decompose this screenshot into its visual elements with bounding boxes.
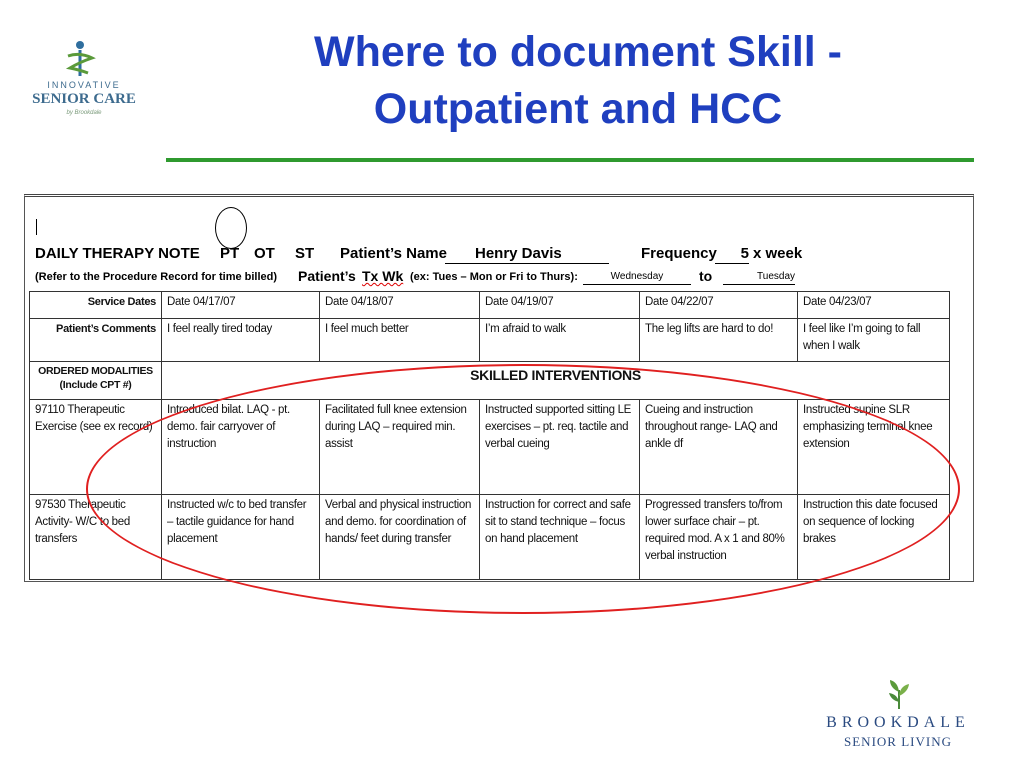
brookdale-wordmark: BROOKDALE — [826, 714, 970, 731]
intervention-cell: Instructed supported sitting LE exercises – pt. req. tactile and verbal cueing — [480, 400, 640, 495]
tx-week-label-2: Tx Wk — [362, 268, 404, 284]
intervention-cell: Introduced bilat. LAQ - pt. demo. fair carryover of instruction — [162, 400, 320, 495]
date-cell: Date 04/23/07 — [798, 292, 950, 319]
discipline-st: ST — [295, 245, 315, 262]
comment-cell: I feel really tired today — [162, 319, 320, 362]
tx-from-value: Wednesday — [583, 271, 691, 285]
tx-week-label: Patient’s — [298, 268, 356, 284]
patient-comments-label: Patient’s Comments — [30, 319, 162, 362]
frequency-label: Frequency — [641, 245, 717, 262]
frequency-value: 5 — [715, 245, 749, 264]
daily-therapy-note-form — [24, 194, 974, 582]
slide-title-line-2: Outpatient and HCC — [373, 85, 783, 133]
modality-row-97530 — [30, 495, 950, 580]
patient-comments-row — [30, 319, 950, 362]
patient-name-label: Patient’s Name — [340, 245, 447, 262]
pt-selection-circle — [215, 207, 247, 249]
intervention-cell: Instructed supine SLR emphasizing terminal knee extension — [798, 400, 950, 495]
discipline-pt: PT — [220, 245, 240, 262]
intervention-cell: Facilitated full knee extension during LAQ – required min. assist — [320, 400, 480, 495]
senior-living-wordmark: SENIOR LIVING — [844, 734, 952, 749]
patient-name-field — [445, 245, 609, 264]
date-cell: Date 04/18/07 — [320, 292, 480, 319]
logo-line-by-brookdale: by Brookdale — [66, 110, 102, 116]
modalities-header-row — [30, 362, 950, 400]
date-cell: Date 04/22/07 — [640, 292, 798, 319]
leaf-logo-icon — [886, 678, 912, 710]
intervention-cell: Instruction for correct and safe sit to stand technique – focus on hand placement — [480, 495, 640, 580]
innovative-senior-care-logo — [14, 40, 154, 124]
skilled-interventions-header: SKILLED INTERVENTIONS — [162, 362, 950, 400]
caduceus-logo-icon — [58, 40, 98, 78]
service-dates-row — [30, 292, 950, 319]
modality-code: 97110 Therapeutic Exercise (see ex record) — [30, 400, 162, 495]
date-cell: Date 04/17/07 — [162, 292, 320, 319]
title-divider — [166, 158, 974, 162]
form-heading: DAILY THERAPY NOTE — [35, 245, 200, 262]
patient-name-value: Henry Davis — [475, 245, 562, 262]
tx-to-value: Tuesday — [723, 271, 795, 285]
tx-to-label: to — [699, 268, 713, 284]
logo-line-innovative: INNOVATIVE — [47, 80, 121, 90]
procedure-note: (Refer to the Procedure Record for time billed) — [35, 271, 278, 283]
comment-cell: I’m afraid to walk — [480, 319, 640, 362]
service-dates-label: Service Dates — [30, 292, 162, 319]
intervention-cell: Verbal and physical instruction and demo. for coordination of hands/ feet during transfer — [320, 495, 480, 580]
comment-cell: I feel much better — [320, 319, 480, 362]
therapy-note-table — [29, 291, 950, 580]
tx-week-hint: (ex: Tues – Mon or Fri to Thurs): — [410, 271, 578, 283]
ordered-modalities-label: ORDERED MODALITIES (Include CPT #) — [30, 362, 162, 400]
comment-cell: The leg lifts are hard to do! — [640, 319, 798, 362]
frequency-unit: x week — [753, 245, 803, 262]
comment-cell: I feel like I’m going to fall when I walk — [798, 319, 950, 362]
intervention-cell: Instructed w/c to bed transfer – tactile guidance for hand placement — [162, 495, 320, 580]
modality-code: 97530 Therapeutic Activity- W/C to bed transfers — [30, 495, 162, 580]
logo-line-senior-care: SENIOR CARE — [32, 91, 136, 107]
intervention-cell: Cueing and instruction throughout range- LAQ and ankle df — [640, 400, 798, 495]
intervention-cell: Progressed transfers to/from lower surface chair – pt. required mod. A x 1 and 80% verbal instruction — [640, 495, 798, 580]
slide-title-line-1: Where to document Skill - — [314, 28, 842, 76]
discipline-ot: OT — [254, 245, 275, 262]
date-cell: Date 04/19/07 — [480, 292, 640, 319]
text-cursor — [36, 219, 37, 235]
slide-title — [178, 24, 978, 138]
modality-row-97110 — [30, 400, 950, 495]
intervention-cell: Instruction this date focused on sequence of locking brakes — [798, 495, 950, 580]
brookdale-logo — [808, 678, 988, 752]
